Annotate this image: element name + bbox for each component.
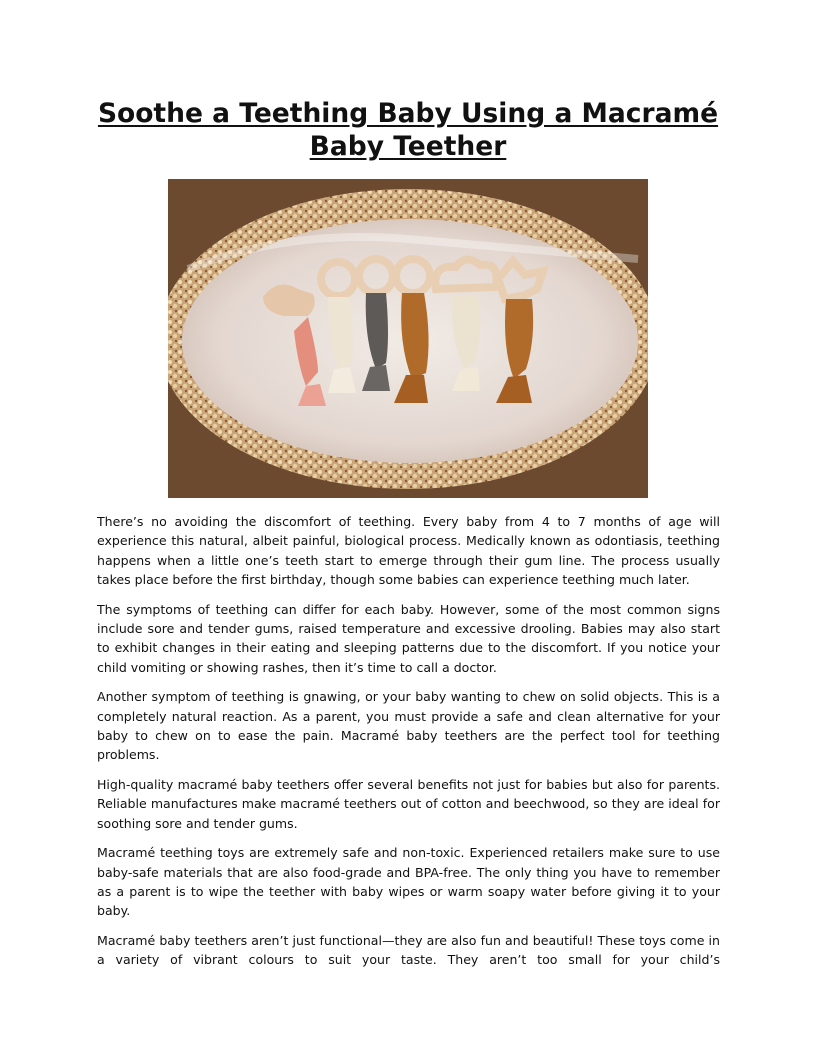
paragraph: The symptoms of teething can differ for each baby. However, some of the most common signs include sore and tender gums, raised temperature and excessive drooling. Babies may also start to exhibit changes in their eating and sleeping patterns due to the discomfort. If you notice your child vomiting or showing rashes, then it’s time to call a doctor. bbox=[97, 601, 720, 675]
teethers-illustration bbox=[168, 179, 648, 498]
paragraph: Macramé baby teethers aren’t just functional—they are also fun and beautiful! These toys come in a variety of vibrant colours to suit your taste. They aren’t too small for your child’s bbox=[97, 933, 720, 968]
paragraph: Another symptom of teething is gnawing, or your baby wanting to chew on solid objects. This is a completely natural reaction. As a parent, you must provide a safe and clean alternative for your baby to chew on to ease the pain. Macramé baby teethers are the perfect tool for teething problems. bbox=[97, 689, 720, 763]
teethers-photo bbox=[168, 179, 648, 498]
page-title: Soothe a Teething Baby Using a Macramé Baby Teether bbox=[97, 98, 719, 162]
paragraph: High-quality macramé baby teethers offer several benefits not just for babies but also for parents. Reliable manufactures make macramé teethers out of cotton and beechwood, so they are ideal for soothing sore and tender gums. bbox=[97, 777, 720, 831]
paragraph: Macramé teething toys are extremely safe and non-toxic. Experienced retailers make sure to use baby-safe materials that are also food-grade and BPA-free. The only thing you have to remember as a parent is to wipe the teether with baby wipes or warm soapy water before giving it to your baby. bbox=[97, 845, 720, 919]
paragraph: There’s no avoiding the discomfort of teething. Every baby from 4 to 7 months of age will experience this natural, albeit painful, biological process. Medically known as odontiasis, teething happens when a little one’s teeth start to emerge through their gum line. The process usually takes place before the first birthday, though some babies can experience teething much later. bbox=[97, 514, 720, 587]
article-body bbox=[97, 512, 720, 980]
